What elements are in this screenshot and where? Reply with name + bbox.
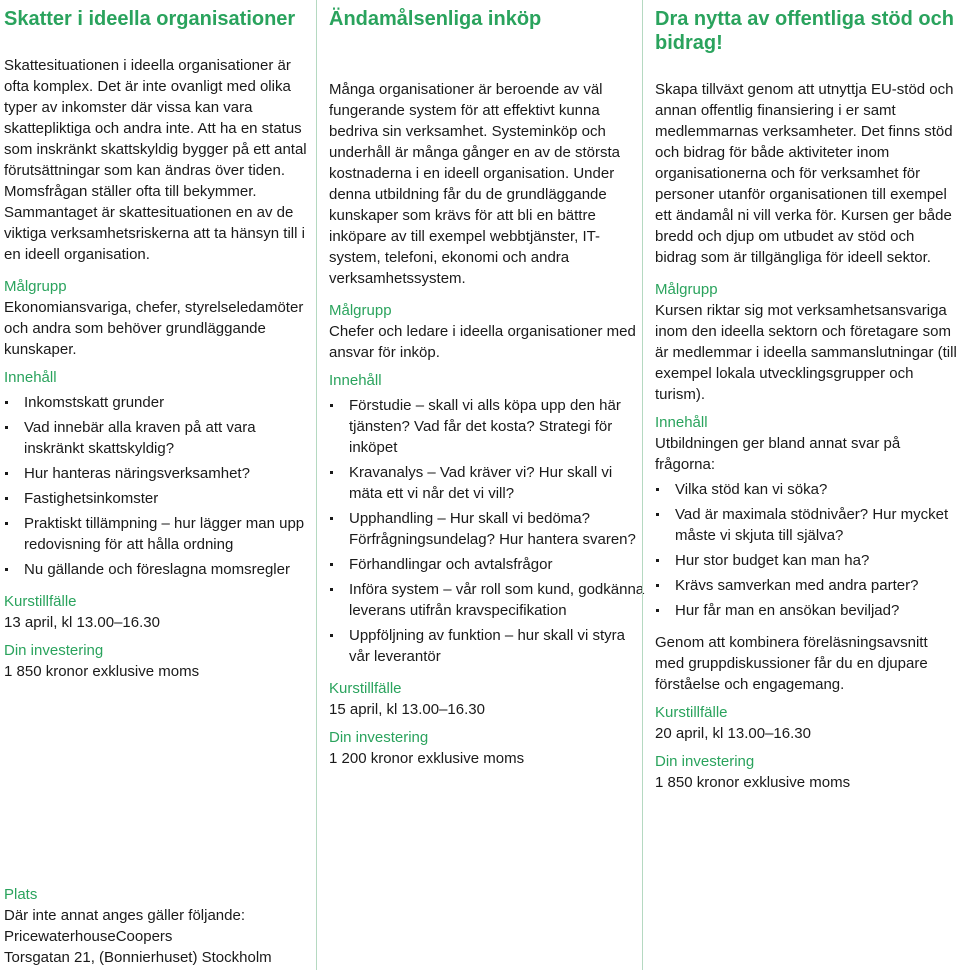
price-value: 1 850 kronor exklusive moms	[655, 774, 851, 791]
course-intro: Skapa tillväxt genom att utnyttja EU-stöd och annan offentlig finansiering i er samt medlemmarnas verksamheter. Det finns stöd och bidrag för både aktiviteter inom organisationerna och för verksamhet för personer utanför organisationen till exempel ett ändamål ni vill verka för. Kursen ger både bredd och djup om utbudet av stöd och bidrag som är tillgängliga för ideell sektor.	[655, 81, 954, 266]
place-label: Plats	[4, 886, 38, 903]
course-date-value: 13 april, kl 13.00–16.30	[4, 614, 160, 631]
content-label: Innehåll	[655, 414, 708, 431]
course-column-grants	[642, 0, 960, 970]
course-date-label: Kurstillfälle	[655, 704, 728, 721]
content-label: Innehåll	[329, 372, 382, 389]
course-title: Dra nytta av offentliga stöd och bidrag!	[655, 8, 954, 54]
content-intro: Utbildningen ger bland annat svar på frågorna:	[655, 435, 901, 473]
content-list	[4, 392, 312, 580]
list-item: Förstudie – skall vi alls köpa upp den här tjänsten? Vad får det kosta? Strategi för inköpet	[329, 395, 646, 458]
list-item: Kravanalys – Vad kräver vi? Hur skall vi mäta ett vi når det vi vill?	[329, 462, 646, 504]
price-value: 1 850 kronor exklusive moms	[4, 663, 200, 680]
list-item: Upphandling – Hur skall vi bedöma? Förfrågningsundelag? Hur hantera svaren?	[329, 508, 646, 550]
price-value: 1 200 kronor exklusive moms	[329, 750, 525, 767]
place-block	[4, 884, 312, 968]
list-item: Fastighetsinkomster	[4, 488, 312, 509]
list-item: Vad innebär alla kraven på att vara inskränkt skattskyldig?	[4, 417, 312, 459]
course-title: Ändamålsenliga inköp	[329, 8, 542, 30]
content-list	[655, 479, 960, 621]
course-column-purchasing	[316, 0, 646, 970]
target-group-text: Chefer och ledare i ideella organisationer med ansvar för inköp.	[329, 323, 636, 361]
course-column-taxes	[0, 0, 312, 970]
list-item: Vad är maximala stödnivåer? Hur mycket måste vi skjuta till själva?	[655, 504, 960, 546]
course-date-label: Kurstillfälle	[329, 680, 402, 697]
place-line: Torsgatan 21, (Bonnierhuset) Stockholm	[4, 949, 272, 966]
list-item: Hur stor budget kan man ha?	[655, 550, 960, 571]
place-line: Där inte annat anges gäller följande:	[4, 907, 245, 924]
place-line: PricewaterhouseCoopers	[4, 928, 173, 945]
content-list	[329, 395, 646, 667]
course-date-value: 20 april, kl 13.00–16.30	[655, 725, 811, 742]
target-group-text: Kursen riktar sig mot verksamhetsansvariga inom den ideella sektorn och företagare som är medlemmar i ideella sammanslutningar (till exempel lokala utvecklingsgrupper och turism).	[655, 302, 957, 403]
target-group-label: Målgrupp	[4, 278, 67, 295]
list-item: Hur får man en ansökan beviljad?	[655, 600, 960, 621]
content-label: Innehåll	[4, 369, 57, 386]
list-item: Praktiskt tillämpning – hur lägger man upp redovisning för att hålla ordning	[4, 513, 312, 555]
price-label: Din investering	[655, 753, 755, 770]
target-group-label: Målgrupp	[655, 281, 718, 298]
list-item: Förhandlingar och avtalsfrågor	[329, 554, 646, 575]
course-intro: Många organisationer är beroende av väl fungerande system för att effektivt kunna bedriva sin verksamhet. Systeminköp och underhåll är många gånger en av de största kostnaderna i en ideell organisation. Under denna utbildning får du de grundläggande kunskaper som krävs för att bli en bättre inköpare av till exempel webbtjänster, IT-system, telefoni, ekonomi och andra verksamhetssystem.	[329, 81, 621, 287]
course-title: Skatter i ideella organisationer	[4, 8, 296, 30]
list-item: Inkomstskatt grunder	[4, 392, 312, 413]
course-date-label: Kurstillfälle	[4, 593, 77, 610]
course-intro: Skattesituationen i ideella organisationer är ofta komplex. Det är inte ovanligt med olika typer av inkomster där vissa kan vara skattepliktiga och andra inte. Att ha en status som inskränkt skattskyldig bygger på ett antal förutsättningar som kan ändras över tiden. Momsfrågan ställer ofta till bekymmer. Sammantaget är skattesituationen en av de viktiga verksamhetsriskerna att ta hänsyn till i en ideell organisation.	[4, 57, 307, 263]
course-date-value: 15 april, kl 13.00–16.30	[329, 701, 485, 718]
price-label: Din investering	[4, 642, 104, 659]
list-item: Hur hanteras näringsverksamhet?	[4, 463, 312, 484]
content-outro: Genom att kombinera föreläsningsavsnitt med gruppdiskussioner får du en djupare förståelse och engagemang.	[655, 634, 928, 693]
price-label: Din investering	[329, 729, 429, 746]
target-group-label: Målgrupp	[329, 302, 392, 319]
list-item: Uppföljning av funktion – hur skall vi styra vår leverantör	[329, 625, 646, 667]
list-item: Nu gällande och föreslagna momsregler	[4, 559, 312, 580]
list-item: Införa system – vår roll som kund, godkänna leverans utifrån kravspecifikation	[329, 579, 646, 621]
list-item: Vilka stöd kan vi söka?	[655, 479, 960, 500]
list-item: Krävs samverkan med andra parter?	[655, 575, 960, 596]
target-group-text: Ekonomiansvariga, chefer, styrelseledamöter och andra som behöver grundläggande kunskaper.	[4, 299, 304, 358]
